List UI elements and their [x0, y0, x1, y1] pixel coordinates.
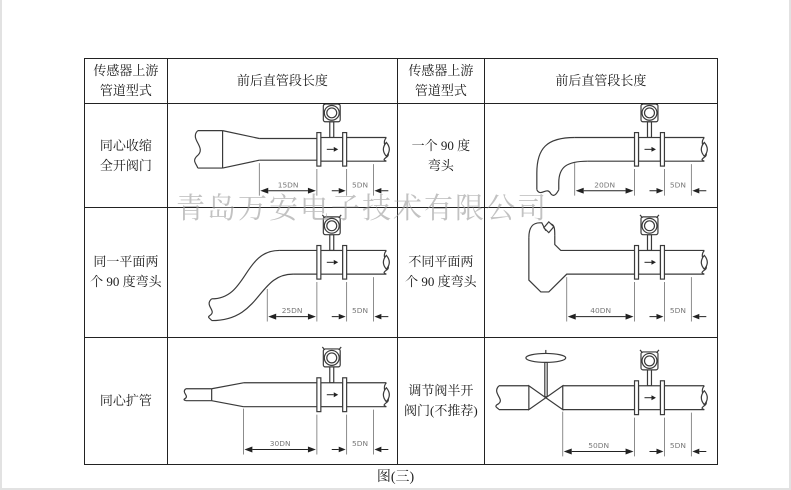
valve-body-icon [546, 385, 563, 409]
downstream-dim-label: 5DN [351, 438, 368, 448]
pipe-drawing [529, 222, 707, 292]
header-length-label: 前后直管段长度 [555, 72, 647, 88]
pipe-diagram-svg [168, 208, 397, 336]
downstream-dim-label: 5DN [669, 440, 686, 450]
dimension-lines [574, 163, 706, 196]
type-label-line2: 阀门(不推荐) [404, 402, 478, 418]
page-edge-left [0, 0, 2, 490]
type-cell-two-elbows-different-planes [398, 208, 485, 337]
flow-meter-icon [317, 104, 347, 166]
type-label-line1: 不同平面两 [408, 254, 474, 270]
header-type-line1: 传感器上游 [408, 62, 474, 78]
pipe-break-icon [496, 385, 500, 409]
type-label-line1: 同心收缩 [99, 137, 152, 153]
type-label-line1: 一个 90 度 [411, 137, 471, 153]
type-label-line2: 个 90 度弯头 [90, 274, 162, 290]
downstream-dim-label: 5DN [669, 306, 686, 316]
type-cell-concentric-reducer [85, 104, 168, 208]
upstream-dim-label: 25DN [281, 306, 303, 316]
flow-meter-icon [634, 215, 664, 279]
type-label-line2: 全开阀门 [99, 157, 152, 173]
header-cell-pipe-type-left [85, 59, 168, 104]
type-label-line2: 个 90 度弯头 [405, 274, 477, 290]
flow-meter-icon [634, 104, 664, 166]
diagram-two-elbows-different-planes [485, 208, 717, 337]
diagram-regulating-valve [485, 338, 717, 464]
pipe-diagram-svg [485, 208, 717, 336]
header-cell-pipe-type-right [398, 59, 485, 104]
downstream-dim-label: 5DN [351, 306, 368, 316]
header-cell-length-right [485, 59, 717, 104]
pipe-drawing [184, 382, 389, 406]
diagram-concentric-expander [168, 338, 398, 464]
valve-stem [545, 360, 547, 396]
downstream-dim-label: 5DN [351, 180, 368, 190]
header-cell-length-left [168, 59, 398, 104]
dimension-lines [566, 277, 706, 321]
flow-meter-icon [317, 347, 347, 412]
upstream-dim-label: 40DN [589, 306, 611, 316]
flow-meter-icon [634, 350, 664, 415]
pipe-diagram-svg [168, 338, 397, 464]
valve-handwheel-icon [526, 353, 566, 362]
pipe-break-icon [184, 388, 186, 400]
type-label-line1: 调节阀半开 [408, 382, 474, 398]
figure-caption: 图(三) [376, 470, 415, 485]
type-label-line1: 同心扩管 [99, 392, 152, 408]
header-type-line2: 管道型式 [414, 82, 467, 98]
dimension-lines [267, 277, 388, 321]
pipe-break-icon [194, 130, 200, 167]
dimension-lines [243, 408, 388, 454]
downstream-dim-label: 5DN [669, 180, 686, 190]
pipe-diagram-svg [485, 338, 717, 464]
type-cell-two-elbows-same-plane [85, 208, 168, 337]
header-length-label: 前后直管段长度 [236, 72, 328, 88]
upstream-dim-label: 20DN [593, 180, 615, 190]
upstream-dim-label: 15DN [277, 180, 299, 190]
pipe-break-icon [208, 299, 212, 321]
header-type-line2: 管道型式 [99, 82, 152, 98]
installation-table [84, 58, 718, 465]
type-label-line1: 同一平面两 [93, 254, 159, 270]
dimension-lines [562, 411, 706, 456]
pipe-drawing [194, 130, 389, 167]
diagram-two-elbows-same-plane [168, 208, 398, 337]
header-type-line1: 传感器上游 [93, 62, 159, 78]
type-cell-regulating-valve [398, 338, 485, 464]
upstream-dim-label: 30DN [269, 438, 291, 448]
upstream-dim-label: 50DN [587, 440, 609, 450]
type-label-line2: 弯头 [427, 157, 454, 173]
pipe-drawing [496, 350, 707, 410]
company-watermark: 青岛万安电子技术有限公司 [176, 193, 549, 225]
type-cell-concentric-expander [85, 338, 168, 464]
valve-body-icon [529, 385, 546, 409]
